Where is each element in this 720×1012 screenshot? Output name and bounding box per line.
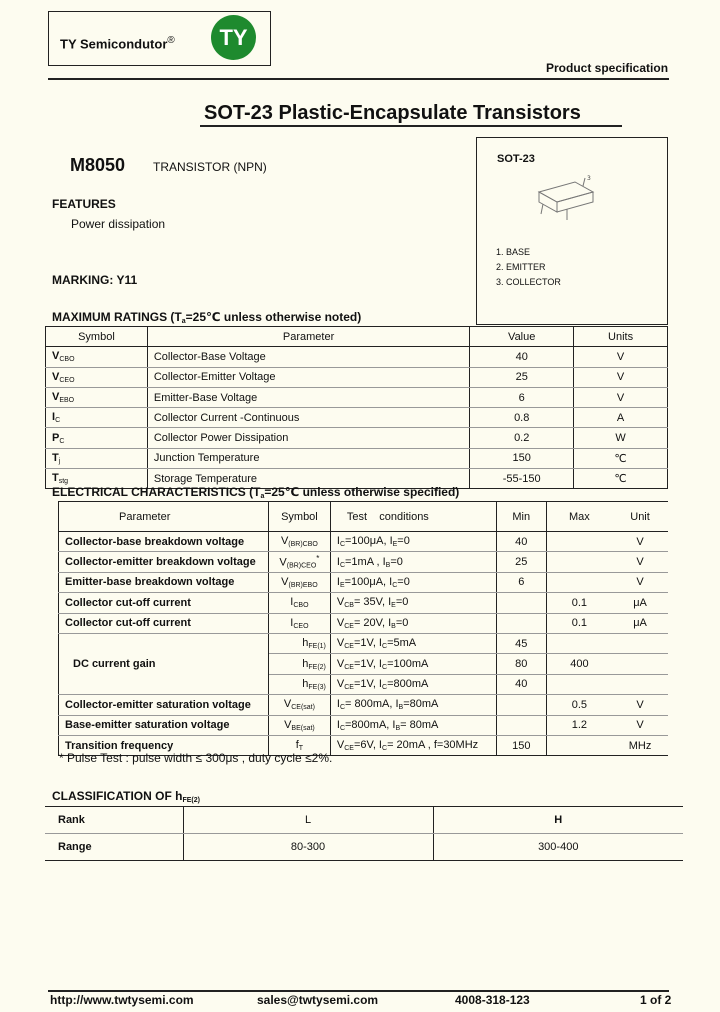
condition-cell [330, 674, 496, 694]
max-rating-row [46, 448, 668, 468]
cond-var: I [336, 718, 340, 731]
condition-cell [330, 633, 496, 653]
value-cell: -55-150 [470, 469, 574, 489]
electrical-row [59, 572, 669, 592]
symbol-subscript: stg [58, 478, 69, 486]
symbol-cell [268, 532, 330, 552]
symbol-cell [268, 633, 330, 653]
unit-cell [612, 633, 668, 653]
cond-sub2: C [382, 683, 388, 691]
cond-text: = 800mA, I [345, 698, 399, 711]
cond-text2: =0 [395, 616, 409, 629]
cond-text: = 35V, I [353, 596, 392, 609]
min-cell: 80 [496, 654, 546, 674]
condition-cell [330, 552, 496, 572]
cond-var: V [336, 739, 345, 752]
symbol-subscript: FE(1) [308, 643, 326, 651]
value-cell: 0.2 [470, 428, 574, 448]
symbol-letter: T [52, 472, 59, 485]
max-ratings-table [45, 326, 668, 489]
col-symbol: Symbol [46, 327, 148, 347]
col-test-conditions: Test conditions [330, 502, 496, 532]
cond-text2: =0 [397, 575, 410, 588]
unit-cell: V [574, 367, 668, 387]
symbol-cell [268, 695, 330, 715]
rank-l: L [183, 807, 433, 834]
symbol-cell [268, 674, 330, 694]
electrical-row [59, 552, 669, 572]
cond-text2: =0 [390, 555, 403, 568]
symbol-letter: V [284, 718, 292, 731]
features-heading: FEATURES [52, 197, 116, 211]
min-cell [496, 715, 546, 735]
part-type: TRANSISTOR (NPN) [153, 160, 267, 174]
max-rating-row [46, 367, 668, 387]
col-min: Min [496, 502, 546, 532]
condition-cell [330, 532, 496, 552]
cond-var: I [336, 555, 340, 568]
dc-gain-label: DC current gain [59, 633, 269, 694]
cond-sub: CE [344, 683, 354, 691]
cond-text2: =800mA [387, 677, 429, 690]
pulse-note-mark: * [316, 554, 320, 564]
cond-var: I [336, 535, 340, 548]
symbol-letter: V [283, 698, 292, 711]
value-cell: 150 [470, 448, 574, 468]
unit-cell: V [612, 695, 668, 715]
value-cell: 40 [470, 347, 574, 367]
cond-sub: C [339, 704, 345, 712]
rank-h: H [433, 807, 683, 834]
parameter-cell: Emitter-base breakdown voltage [59, 572, 269, 592]
parameter-cell: Base-emitter saturation voltage [59, 715, 269, 735]
cond-text2: =80mA [403, 698, 439, 711]
symbol-cell [46, 367, 148, 387]
cond-text: =1V, I [353, 657, 382, 670]
symbol-letter: I [52, 411, 56, 424]
cond-sub: CE [344, 663, 354, 671]
cond-text: =1mA , I [345, 555, 386, 568]
parameter-cell: Collector cut-off current [59, 593, 269, 613]
electrical-row [59, 593, 669, 613]
cond-sub: CE [344, 622, 354, 630]
cond-sub2: B [385, 561, 391, 569]
cond-text2: =0 [397, 535, 410, 548]
footer-page: 1 of 2 [640, 993, 672, 1007]
symbol-subscript: FE(2) [308, 663, 326, 671]
cond-var: V [336, 616, 345, 629]
electrical-header-row [59, 502, 669, 532]
unit-cell: μA [612, 613, 668, 633]
symbol-cell [46, 448, 148, 468]
rank-row [45, 807, 683, 834]
footer-phone: 4008-318-123 [455, 993, 530, 1007]
condition-cell [330, 593, 496, 613]
symbol-subscript: (BR)EBO [288, 581, 318, 589]
parameter-cell: Collector cut-off current [59, 613, 269, 633]
cond-sub: CB [344, 602, 354, 610]
symbol-letter: h [302, 637, 309, 650]
electrical-row [59, 613, 669, 633]
symbol-subscript: C [55, 417, 61, 425]
symbol-cell [46, 387, 148, 407]
cond-text2: =0 [395, 596, 409, 609]
cond-text2: =5mA [387, 637, 417, 650]
cond-var: V [336, 677, 345, 690]
condition-cell [330, 613, 496, 633]
condition-cell [330, 735, 496, 755]
cond-sub2: C [392, 581, 398, 589]
cond-text: = 20V, I [353, 616, 392, 629]
cond-sub: E [339, 581, 345, 589]
min-cell: 40 [496, 532, 546, 552]
symbol-letter: V [52, 350, 60, 363]
cond-sub2: B [398, 704, 404, 712]
max-rating-row [46, 387, 668, 407]
unit-cell [612, 654, 668, 674]
col-value: Value [470, 327, 574, 347]
max-cell: 0.5 [546, 695, 612, 715]
symbol-subscript: FE(3) [308, 683, 326, 691]
symbol-letter: h [302, 657, 309, 670]
cond-sub2: C [382, 663, 388, 671]
cond-var: I [336, 575, 340, 588]
range-label: Range [45, 834, 183, 861]
cond-var: I [336, 698, 340, 711]
electrical-row [59, 715, 669, 735]
min-cell: 40 [496, 674, 546, 694]
package-box [476, 137, 668, 325]
min-cell: 25 [496, 552, 546, 572]
classification-heading: CLASSIFICATION OF $h_{FE(2)}$ [52, 789, 200, 804]
max-cell: 0.1 [546, 613, 612, 633]
symbol-letter: I [290, 596, 294, 609]
symbol-subscript: EBO [59, 397, 75, 405]
condition-cell [330, 715, 496, 735]
symbol-cell [46, 428, 148, 448]
symbol-cell [268, 552, 330, 572]
range-l: 80-300 [183, 834, 433, 861]
max-cell: 400 [546, 654, 612, 674]
value-cell: 0.8 [470, 408, 574, 428]
cond-sub2: C [382, 745, 388, 753]
unit-cell: V [612, 572, 668, 592]
max-cell [546, 532, 612, 552]
max-cell [546, 674, 612, 694]
package-name: SOT-23 [497, 153, 535, 165]
cond-sub: CE [344, 745, 354, 753]
symbol-letter: V [281, 575, 289, 588]
col-max: Max [546, 502, 612, 532]
condition-cell [330, 654, 496, 674]
max-cell [546, 633, 612, 653]
parameter-cell: Storage Temperature [147, 469, 469, 489]
symbol-letter: V [279, 556, 287, 569]
cond-sub2: B [395, 724, 401, 732]
condition-cell [330, 695, 496, 715]
unit-cell: μA [612, 593, 668, 613]
unit-cell: MHz [612, 735, 668, 755]
cond-sub2: C [382, 643, 388, 651]
parameter-cell: Collector-Emitter Voltage [147, 367, 469, 387]
cond-text: =1V, I [353, 677, 382, 690]
symbol-subscript: BE(sat) [291, 724, 315, 732]
unit-cell: V [574, 347, 668, 367]
symbol-letter: V [52, 370, 60, 383]
symbol-cell [268, 593, 330, 613]
cond-text: =1V, I [353, 637, 382, 650]
parameter-cell: Collector Current -Continuous [147, 408, 469, 428]
electrical-table [58, 501, 668, 756]
symbol-letter: h [302, 677, 309, 690]
max-cell [546, 735, 612, 755]
cond-var: V [336, 637, 345, 650]
symbol-cell [268, 654, 330, 674]
col-parameter: Parameter [147, 327, 469, 347]
max-ratings-heading: MAXIMUM RATINGS ($T_a=25℃$ unless otherwise noted) [52, 310, 362, 325]
parameter-cell: Collector-emitter breakdown voltage [59, 552, 269, 572]
unit-cell: ℃ [574, 469, 668, 489]
symbol-subscript: (BR)CBO [288, 541, 318, 549]
unit-cell: V [574, 387, 668, 407]
symbol-cell [268, 613, 330, 633]
symbol-letter: P [52, 431, 60, 444]
sot23-package-drawing [527, 172, 607, 228]
col-unit: Unit [612, 502, 668, 532]
pulse-footnote: * Pulse Test : pulse width ≤ 300μs , duty cycle ≤2%. [59, 751, 333, 765]
value-cell: 6 [470, 387, 574, 407]
symbol-letter: T [52, 451, 59, 464]
unit-cell: V [612, 552, 668, 572]
symbol-cell [46, 347, 148, 367]
cond-text2: =100mA [387, 657, 429, 670]
company-logo: TY [211, 15, 256, 60]
cond-text2: = 80mA [400, 718, 439, 731]
cond-sub: C [339, 724, 345, 732]
unit-cell: ℃ [574, 448, 668, 468]
pin-1: 1. BASE [496, 247, 531, 257]
parameter-cell: Collector Power Dissipation [147, 428, 469, 448]
max-cell [546, 552, 612, 572]
parameter-cell: Collector-base breakdown voltage [59, 532, 269, 552]
cond-sub: C [339, 561, 345, 569]
symbol-subscript: j [58, 457, 61, 465]
symbol-subscript: CEO [59, 376, 75, 384]
symbol-letter: f [295, 739, 299, 752]
unit-cell [612, 674, 668, 694]
pin-2: 2. EMITTER [496, 262, 546, 272]
col-parameter: Parameter [59, 502, 269, 532]
product-spec-label: Product specification [546, 61, 669, 75]
classification-table [45, 806, 683, 861]
footer-url[interactable]: http://www.twtysemi.com [50, 993, 194, 1007]
max-rating-row [46, 428, 668, 448]
col-symbol: Symbol [268, 502, 330, 532]
parameter-cell: Transition frequency [59, 735, 269, 755]
min-cell: 45 [496, 633, 546, 653]
cond-text: =6V, I [353, 739, 382, 752]
symbol-subscript: CEO [293, 622, 309, 630]
min-cell: 150 [496, 735, 546, 755]
feature-item: Power dissipation [71, 217, 166, 231]
symbol-subscript: T [298, 745, 304, 753]
parameter-cell: Collector-emitter saturation voltage [59, 695, 269, 715]
symbol-subscript: C [59, 437, 65, 445]
max-cell: 0.1 [546, 593, 612, 613]
unit-cell: W [574, 428, 668, 448]
min-cell [496, 695, 546, 715]
electrical-heading: ELECTRICAL CHARACTERISTICS ($T_a=25℃$ unless otherwise specified) [52, 485, 460, 500]
pin-3-label: 3 [587, 175, 591, 182]
cond-var: V [336, 657, 345, 670]
page-title: SOT-23 Plastic-Encapsulate Transistors [204, 102, 581, 124]
unit-cell: V [612, 532, 668, 552]
min-cell [496, 593, 546, 613]
part-number: M8050 [70, 155, 126, 175]
symbol-letter: I [290, 616, 294, 629]
max-cell: 1.2 [546, 715, 612, 735]
unit-cell: V [612, 715, 668, 735]
footer-email[interactable]: sales@twtysemi.com [257, 993, 379, 1007]
symbol-subscript: CE(sat) [291, 704, 315, 712]
title-underline [200, 125, 622, 127]
rank-label: Rank [45, 807, 183, 834]
min-cell [496, 613, 546, 633]
max-rating-row [46, 347, 668, 367]
symbol-letter: V [52, 391, 60, 404]
footer-rule [48, 990, 669, 992]
symbol-cell [46, 408, 148, 428]
symbol-subscript: CBO [59, 356, 75, 364]
parameter-cell: Junction Temperature [147, 448, 469, 468]
parameter-cell: Collector-Base Voltage [147, 347, 469, 367]
cond-sub2: E [392, 541, 398, 549]
min-cell: 6 [496, 572, 546, 592]
cond-text: =100μA, I [344, 575, 393, 588]
symbol-subscript: CBO [293, 602, 309, 610]
unit-cell: A [574, 408, 668, 428]
header-rule [48, 78, 669, 80]
max-cell [546, 572, 612, 592]
cond-var: V [336, 596, 345, 609]
symbol-cell [268, 715, 330, 735]
symbol-subscript: (BR)CEO [286, 562, 317, 570]
max-rating-row [46, 408, 668, 428]
range-row [45, 834, 683, 861]
parameter-cell: Emitter-Base Voltage [147, 387, 469, 407]
pin-3: 3. COLLECTOR [496, 277, 561, 287]
cond-sub: CE [344, 643, 354, 651]
marking: MARKING: Y11 [52, 273, 138, 287]
cond-text: =800mA, I [345, 718, 396, 731]
col-units: Units [574, 327, 668, 347]
condition-cell [330, 572, 496, 592]
cond-sub2: E [391, 602, 396, 610]
electrical-row [59, 532, 669, 552]
value-cell: 25 [470, 367, 574, 387]
symbol-letter: V [280, 535, 289, 548]
dc-gain-row [59, 633, 669, 653]
company-name: TY Semicondutor® [60, 35, 175, 52]
cond-text: =100μA, I [345, 535, 393, 548]
range-h: 300-400 [433, 834, 683, 861]
max-ratings-header-row [46, 327, 668, 347]
cond-sub2: B [391, 622, 396, 630]
cond-text2: = 20mA , f=30MHz [387, 739, 479, 752]
symbol-cell [268, 572, 330, 592]
cond-sub: C [339, 541, 345, 549]
electrical-row [59, 695, 669, 715]
